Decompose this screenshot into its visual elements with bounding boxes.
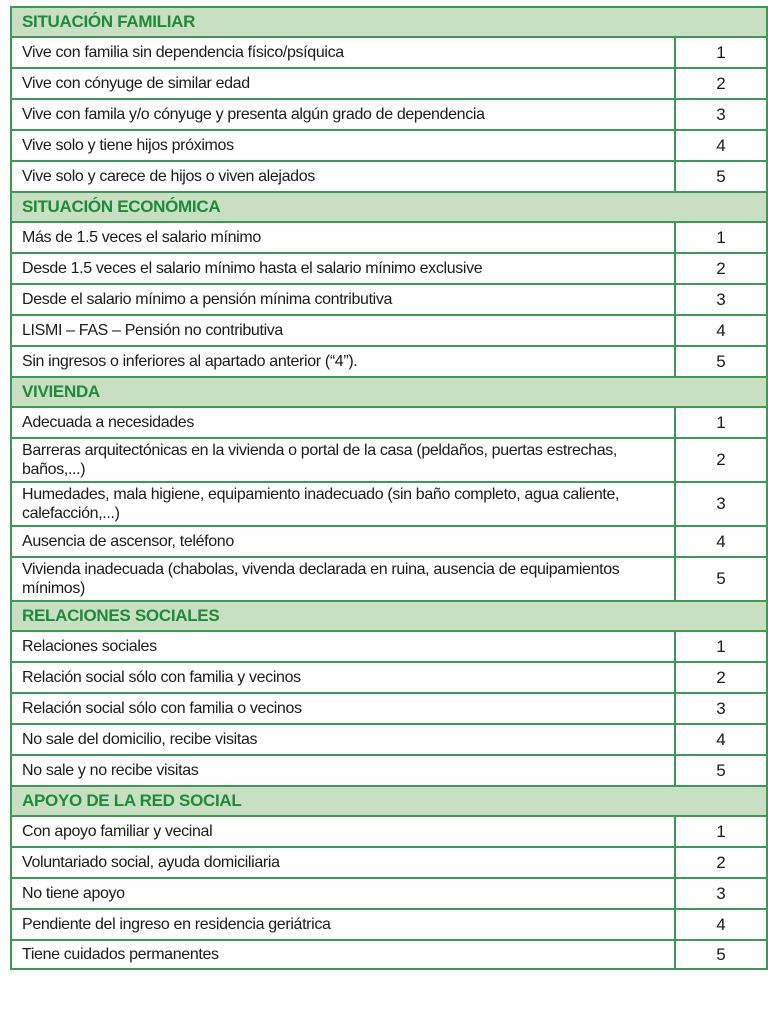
row-description: Pendiente del ingreso en residencia geriátrica [12, 910, 676, 939]
table-row [10, 314, 768, 345]
table-row [10, 437, 768, 481]
row-description: Humedades, mala higiene, equipamiento inadecuado (sin baño completo, agua caliente, calefacción,...) [12, 483, 676, 525]
table-row [10, 36, 768, 67]
row-description: Desde 1.5 veces el salario mínimo hasta el salario mínimo exclusive [12, 254, 676, 283]
row-description: Vive solo y tiene hijos próximos [12, 131, 676, 160]
row-description: Vive solo y carece de hijos o viven alejados [12, 162, 676, 191]
row-description: Relación social sólo con familia o vecinos [12, 694, 676, 723]
table-row [10, 556, 768, 600]
row-score: 5 [716, 569, 726, 588]
table-row [10, 406, 768, 437]
row-score: 3 [716, 289, 726, 309]
row-score: 1 [716, 227, 726, 247]
row-score: 5 [716, 760, 726, 780]
row-description: Voluntariado social, ayuda domiciliaria [12, 848, 676, 877]
table-row [10, 221, 768, 252]
table-row [10, 283, 768, 314]
row-description: Desde el salario mínimo a pensión mínima contributiva [12, 285, 676, 314]
section-header: APOYO DE LA RED SOCIAL [10, 785, 768, 815]
row-score: 3 [716, 883, 726, 903]
table-row [10, 129, 768, 160]
row-description: Más de 1.5 veces el salario mínimo [12, 223, 676, 252]
row-score: 3 [716, 698, 726, 718]
table-row [10, 67, 768, 98]
row-description: Adecuada a necesidades [12, 408, 676, 437]
row-description: No sale del domicilio, recibe visitas [12, 725, 676, 754]
row-description: Sin ingresos o inferiores al apartado anterior (“4”). [12, 347, 676, 376]
row-score: 1 [716, 42, 726, 62]
row-score: 4 [716, 320, 726, 340]
row-description: Tiene cuidados permanentes [12, 941, 676, 968]
row-description: Vivienda inadecuada (chabolas, vivenda declarada en ruina, ausencia de equipamientos mínimos) [12, 558, 676, 600]
table-row [10, 630, 768, 661]
section-header: SITUACIÓN ECONÓMICA [10, 191, 768, 221]
table-row [10, 723, 768, 754]
row-description: No sale y no recibe visitas [12, 756, 676, 785]
row-description: Vive con familia sin dependencia físico/psíquica [12, 38, 676, 67]
table-row [10, 481, 768, 525]
table-row [10, 98, 768, 129]
table-row [10, 252, 768, 283]
assessment-table [10, 6, 768, 970]
table-row [10, 754, 768, 785]
table-row [10, 908, 768, 939]
table-row [10, 345, 768, 376]
row-score: 5 [716, 351, 726, 371]
row-score: 2 [716, 73, 726, 93]
table-row [10, 939, 768, 970]
row-score: 3 [716, 104, 726, 124]
section-header: SITUACIÓN FAMILIAR [10, 6, 768, 36]
row-score: 2 [716, 667, 726, 687]
row-score: 2 [716, 450, 726, 469]
section-header: RELACIONES SOCIALES [10, 600, 768, 630]
row-description: LISMI – FAS – Pensión no contributiva [12, 316, 676, 345]
table-row [10, 525, 768, 556]
row-description: Con apoyo familiar y vecinal [12, 817, 676, 846]
table-row [10, 877, 768, 908]
row-description: Barreras arquitectónicas en la vivienda o portal de la casa (peldaños, puertas estrechas, baños,...) [12, 439, 676, 481]
table-row [10, 846, 768, 877]
row-score: 5 [716, 944, 726, 964]
row-description: Relación social sólo con familia y vecinos [12, 663, 676, 692]
row-score: 2 [716, 258, 726, 278]
table-row [10, 160, 768, 191]
table-row [10, 661, 768, 692]
row-score: 1 [716, 821, 726, 841]
row-score: 2 [716, 852, 726, 872]
row-description: Vive con cónyuge de similar edad [12, 69, 676, 98]
section-header: VIVIENDA [10, 376, 768, 406]
row-score: 1 [716, 412, 726, 432]
row-description: Relaciones sociales [12, 632, 676, 661]
row-score: 4 [716, 531, 726, 551]
row-score: 4 [716, 135, 726, 155]
row-score: 1 [716, 636, 726, 656]
row-score: 4 [716, 729, 726, 749]
row-description: No tiene apoyo [12, 879, 676, 908]
table-row [10, 692, 768, 723]
row-score: 3 [716, 494, 726, 513]
row-description: Vive con famila y/o cónyuge y presenta algún grado de dependencia [12, 100, 676, 129]
row-description: Ausencia de ascensor, teléfono [12, 527, 676, 556]
row-score: 5 [716, 166, 726, 186]
row-score: 4 [716, 914, 726, 934]
table-row [10, 815, 768, 846]
